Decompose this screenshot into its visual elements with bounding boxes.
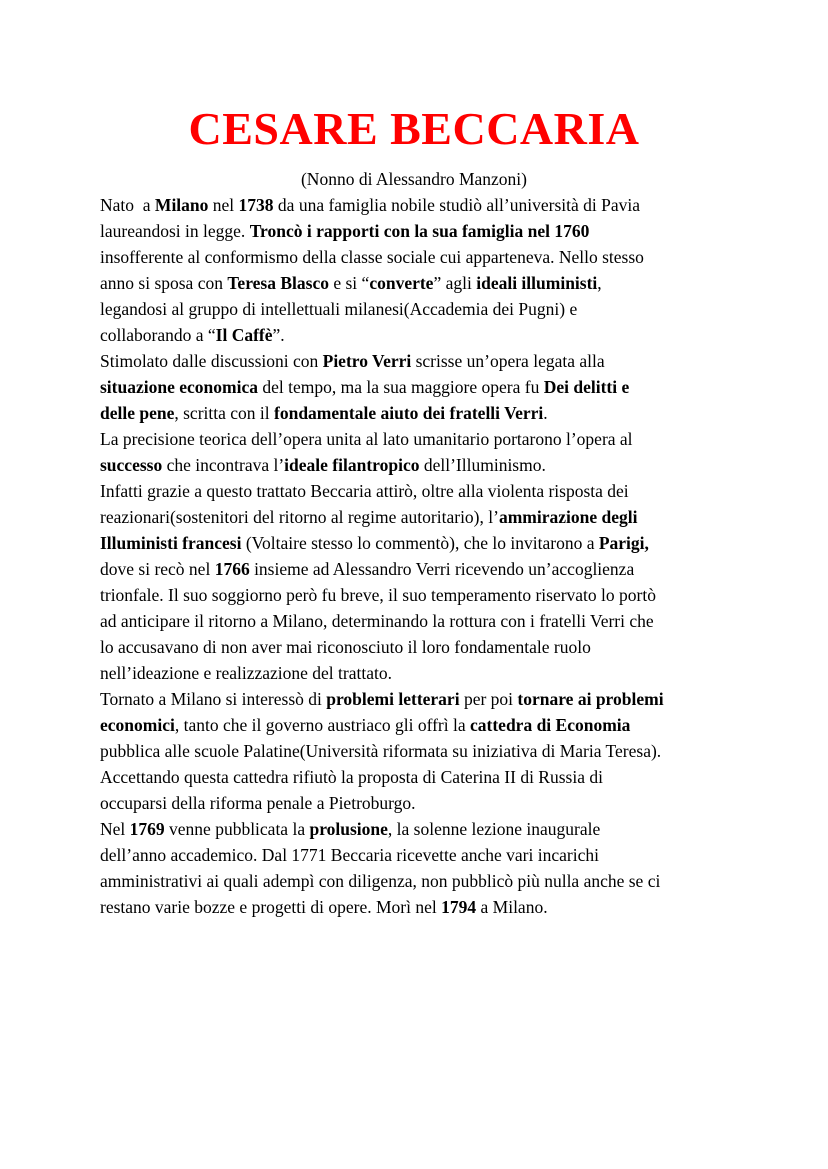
text-run: insieme ad Alessandro Verri ricevendo un’accoglienza	[249, 559, 635, 579]
bold-text-run: economici	[100, 715, 175, 735]
bold-text-run: fondamentale aiuto dei fratelli Verri	[274, 403, 544, 423]
text-run: scrisse un’opera legata alla	[411, 351, 605, 371]
text-line	[100, 348, 740, 374]
bold-text-run: problemi letterari	[326, 689, 460, 709]
text-line	[100, 478, 740, 504]
bold-text-run: successo	[100, 455, 163, 475]
text-run: Infatti grazie a questo trattato Beccaria attirò, oltre alla violenta risposta dei	[100, 481, 629, 501]
bold-text-run: Troncò i rapporti con la sua famiglia nel 1760	[249, 221, 590, 241]
text-run: a Milano.	[476, 897, 548, 917]
text-line	[100, 868, 740, 894]
bold-text-run: ideali illuministi	[476, 273, 598, 293]
text-run: , tanto che il governo austriaco gli offrì la	[174, 715, 470, 735]
bold-text-run: converte	[369, 273, 434, 293]
text-line	[100, 582, 740, 608]
text-line	[100, 764, 740, 790]
text-run: ”.	[272, 325, 285, 345]
text-run: legandosi al gruppo di intellettuali milanesi(Accademia dei Pugni) e	[100, 299, 578, 319]
text-line	[100, 192, 740, 218]
bold-text-run: cattedra di Economia	[470, 715, 631, 735]
text-run: .	[543, 403, 548, 423]
text-line	[100, 218, 740, 244]
bold-text-run: 1769	[129, 819, 165, 839]
text-line	[100, 660, 740, 686]
text-line	[100, 634, 740, 660]
text-run: ,	[597, 273, 602, 293]
text-run: Nato a	[100, 195, 155, 215]
text-line	[100, 296, 740, 322]
text-run: da una famiglia nobile studiò all’università di Pavia	[273, 195, 640, 215]
page-subtitle: (Nonno di Alessandro Manzoni)	[300, 169, 527, 189]
text-run: collaborando a “	[100, 325, 216, 345]
text-line	[100, 270, 740, 296]
text-run: lo accusavano di non aver mai riconosciuto il loro fondamentale ruolo	[100, 637, 591, 657]
page-title: CESARE BECCARIA	[188, 103, 640, 154]
text-run: ad anticipare il ritorno a Milano, determinando la rottura con i fratelli Verri che	[100, 611, 654, 631]
bold-text-run: Milano	[154, 195, 209, 215]
text-run: dell’Illuminismo.	[419, 455, 546, 475]
text-line	[100, 322, 740, 348]
text-run: Nel	[100, 819, 130, 839]
bold-text-run: Dei delitti e	[543, 377, 630, 397]
text-run: per poi	[459, 689, 518, 709]
text-line	[100, 712, 740, 738]
text-run: anno si sposa con	[100, 273, 228, 293]
text-line	[100, 816, 740, 842]
text-line	[100, 504, 740, 530]
text-run: amministrativi ai quali adempì con diligenza, non pubblicò più nulla anche se ci	[100, 871, 661, 891]
text-run: venne pubblicata la	[164, 819, 310, 839]
text-run: Accettando questa cattedra rifiutò la proposta di Caterina II di Russia di	[100, 767, 603, 787]
bold-text-run: Teresa Blasco	[227, 273, 329, 293]
text-run: ” agli	[433, 273, 477, 293]
text-run: insofferente al conformismo della classe sociale cui apparteneva. Nello stesso	[100, 247, 644, 267]
text-run: pubblica alle scuole Palatine(Università riformata su iniziativa di Maria Teresa).	[100, 741, 662, 761]
text-line	[100, 426, 740, 452]
text-run: Stimolato dalle discussioni con	[100, 351, 323, 371]
text-run: del tempo, ma la sua maggiore opera fu	[257, 377, 544, 397]
bold-text-run: Pietro Verri	[322, 351, 412, 371]
bold-text-run: 1738	[238, 195, 274, 215]
body-text	[100, 192, 740, 920]
text-line	[100, 894, 740, 920]
bold-text-run: Illuministi francesi	[100, 533, 242, 553]
text-run: reazionari(sostenitori del ritorno al regime autoritario), l’	[100, 507, 499, 527]
text-line	[100, 374, 740, 400]
bold-text-run: Il Caffè	[215, 325, 273, 345]
text-run: Tornato a Milano si interessò di	[100, 689, 327, 709]
bold-text-run: 1794	[441, 897, 477, 917]
text-run: nel	[208, 195, 239, 215]
text-line	[100, 842, 740, 868]
text-run: dove si recò nel	[100, 559, 215, 579]
text-run: laureandosi in legge.	[100, 221, 250, 241]
text-run: nell’ideazione e realizzazione del trattato.	[100, 663, 392, 683]
text-line	[100, 452, 740, 478]
text-run: (Voltaire stesso lo commentò), che lo invitarono a	[241, 533, 599, 553]
text-line	[100, 790, 740, 816]
bold-text-run: ideale filantropico	[284, 455, 420, 475]
text-run: che incontrava l’	[162, 455, 285, 475]
text-run: , scritta con il	[174, 403, 275, 423]
bold-text-run: ammirazione degli	[498, 507, 638, 527]
bold-text-run: tornare ai problemi	[517, 689, 664, 709]
text-line	[100, 556, 740, 582]
text-run: , la solenne lezione inaugurale	[387, 819, 601, 839]
bold-text-run: situazione economica	[100, 377, 258, 397]
bold-text-run: Parigi,	[598, 533, 649, 553]
text-run: dell’anno accademico. Dal 1771 Beccaria ricevette anche vari incarichi	[100, 845, 599, 865]
text-run: La precisione teorica dell’opera unita al lato umanitario portarono l’opera al	[100, 429, 633, 449]
text-run: trionfale. Il suo soggiorno però fu breve, il suo temperamento riservato lo portò	[100, 585, 656, 605]
bold-text-run: 1766	[214, 559, 250, 579]
text-run: restano varie bozze e progetti di opere. Morì nel	[100, 897, 442, 917]
text-line	[100, 244, 740, 270]
text-run: occuparsi della riforma penale a Pietroburgo.	[100, 793, 416, 813]
text-line	[100, 400, 740, 426]
text-line	[100, 686, 740, 712]
bold-text-run: prolusione	[309, 819, 388, 839]
text-line	[100, 530, 740, 556]
text-line	[100, 738, 740, 764]
text-run: e si “	[328, 273, 370, 293]
text-line	[100, 608, 740, 634]
bold-text-run: delle pene	[100, 403, 175, 423]
